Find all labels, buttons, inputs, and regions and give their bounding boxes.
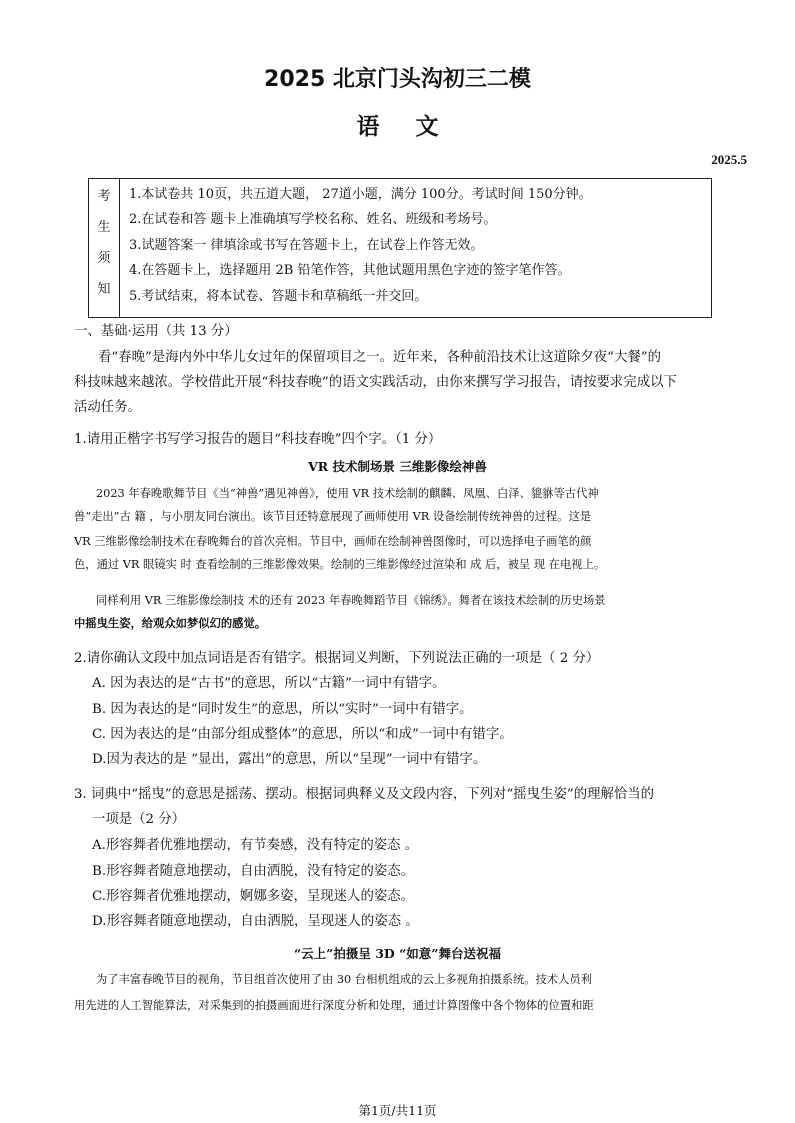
passage-line: 中摇曳生姿，给观众如梦似幻的感觉。 xyxy=(74,616,267,630)
question-1: 1.请用正楷字书写学习报告的题目“科技春晚”四个字。（1 分） xyxy=(74,432,442,447)
passage-line: VR 三维影像绘制技术在春晚舞台的首次亮相。节目中，画师在绘制神兽图像时，可以选择电子画笔的颜 xyxy=(74,535,592,548)
question-3-stem-cont: 一项是（2 分） xyxy=(92,812,186,827)
question-3-option-b: B.形容舞者随意地摆动，自由洒脱，没有特定的姿态。 xyxy=(92,864,415,879)
notice-item: 1.本试卷共 10页，共五道大题， 27道小题，满分 100分。考试时间 150分钟。 xyxy=(129,187,592,202)
question-3-stem: 3. 词典中“摇曳”的意思是摇荡、摆动。根据词典释义及文段内容，下列对“摇曳生姿”的理解恰当的 xyxy=(74,787,655,802)
notice-item: 3.试题答案一 律填涂或书写在答题卡上，在试卷上作答无效。 xyxy=(129,238,484,253)
passage-line: 同样利用 VR 三维影像绘制技 术的还有 2023 年春晚舞蹈节目《锦绣》。舞者在该技术绘制的历史场景 xyxy=(96,594,606,607)
notice-item: 5.考试结束，将本试卷、答题卡和草稿纸一并交回。 xyxy=(129,289,428,304)
question-3-option-d: D.形容舞者随意地摆动，自由洒脱，呈现迷人的姿态 。 xyxy=(92,914,419,929)
passage-heading: VR 技术制场景 三维影像绘神兽 xyxy=(308,459,487,474)
question-2-stem: 2.请你确认文段中加点词语是否有错字。根据词义判断，下列说法正确的一项是（ 2 分） xyxy=(74,651,600,666)
page-number: 第1页/共11页 xyxy=(358,1103,437,1118)
section-heading: 一、基础·运用（共 13 分） xyxy=(74,324,238,339)
question-2-option-a: A. 因为表达的是“古书”的意思，所以“古籍”一词中有错字。 xyxy=(92,676,446,691)
intro-line: 活动任务。 xyxy=(74,400,141,415)
notice-item: 2.在试卷和答 题卡上准确填写学校名称、姓名、班级和考场号。 xyxy=(129,212,497,227)
passage-line: 用先进的人工智能算法，对采集到的拍摄画面进行深度分析和处理，通过计算图像中各个物体的位置和距 xyxy=(74,999,594,1012)
question-3-option-a: A.形容舞者优雅地摆动，有节奏感，没有特定的姿态 。 xyxy=(92,838,419,853)
passage-line: 兽“走出”古 籍 ，与小朋友同台演出。该节目还特意展现了画师使用 VR 设备绘制传统神兽的过程。这是 xyxy=(74,510,592,523)
passage-line: 2023 年春晚歌舞节目《当“神兽”遇见神兽》，使用 VR 技术绘制的麒麟、凤凰、白泽、貔貅等古代神 xyxy=(96,487,599,500)
passage-line: 为了丰富春晚节目的视角，节目组首次使用了由 30 台相机组成的云上多视角拍摄系统。技术人员利 xyxy=(96,973,593,986)
exam-date: 2025.5 xyxy=(711,152,747,167)
question-3-option-c: C.形容舞者优雅地摆动，婀娜多姿，呈现迷人的姿态。 xyxy=(92,889,415,904)
notice-item: 4.在答题卡上，选择题用 2B 铅笔作答，其他试题用黑色字迹的签字笔作答。 xyxy=(129,263,571,278)
notice-label-char: 考 xyxy=(97,189,111,204)
notice-label-char: 知 xyxy=(97,282,111,297)
question-2-option-d: D.因为表达的是 “显出，露出”的意思，所以“呈现”一词中有错字。 xyxy=(92,752,487,767)
passage-line: 色，通过 VR 眼镜实 时 查看绘制的三维影像效果。绘制的三维影像经过渲染和 成 后，被呈 现 在电视上。 xyxy=(74,558,606,571)
exam-title: 2025 北京门头沟初三二模 xyxy=(264,67,531,92)
question-2-option-b: B. 因为表达的是“同时发生”的意思，所以“实时”一词中有错字。 xyxy=(92,702,473,717)
notice-label-char: 生 xyxy=(97,220,111,235)
intro-line: 看“春晚”是海内外中华儿女过年的保留项目之一。近年来，各种前沿技术让这道除夕夜“大餐”的 xyxy=(98,350,662,365)
subject-title: 语文 xyxy=(356,114,475,140)
candidate-notice-box xyxy=(88,178,712,318)
notice-label-column xyxy=(89,179,120,317)
intro-line: 科技味越来越浓。学校借此开展“科技春晚”的语文实践活动，由你来撰写学习报告，请按要求完成以下 xyxy=(74,375,677,390)
question-2-option-c: C. 因为表达的是“由部分组成整体”的意思，所以“和成”一词中有错字。 xyxy=(92,727,513,742)
passage-heading: “云上”拍摄呈 3D “如意”舞台送祝福 xyxy=(293,946,501,961)
notice-label-char: 须 xyxy=(97,251,111,266)
